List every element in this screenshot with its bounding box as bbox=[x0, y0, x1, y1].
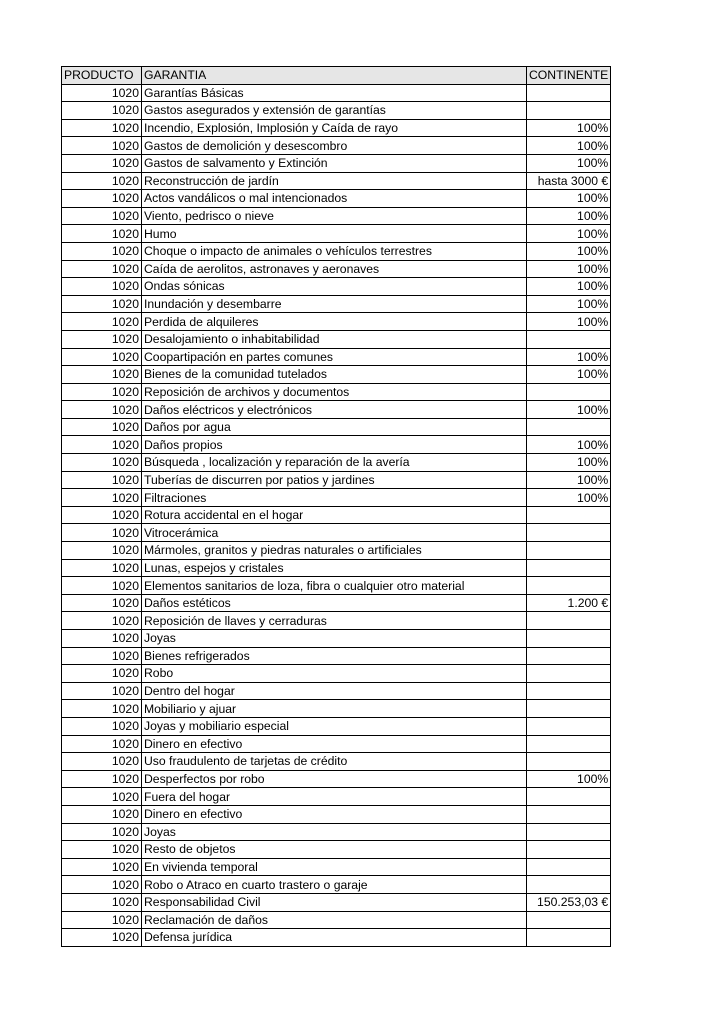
cell-continente bbox=[527, 735, 611, 753]
table-row bbox=[62, 630, 611, 648]
cell-garantia: Robo o Atraco en cuarto trastero o garaje bbox=[142, 876, 527, 894]
cell-producto: 1020 bbox=[62, 489, 142, 507]
cell-continente: 100% bbox=[527, 260, 611, 278]
cell-producto: 1020 bbox=[62, 260, 142, 278]
cell-producto: 1020 bbox=[62, 841, 142, 859]
table-row bbox=[62, 436, 611, 454]
cell-garantia: Daños por agua bbox=[142, 418, 527, 436]
cell-garantia: Actos vandálicos o mal intencionados bbox=[142, 190, 527, 208]
cell-garantia: Gastos de salvamento y Extinción bbox=[142, 154, 527, 172]
cell-continente: 100% bbox=[527, 489, 611, 507]
cell-continente bbox=[527, 929, 611, 947]
table-row bbox=[62, 717, 611, 735]
cell-producto: 1020 bbox=[62, 225, 142, 243]
cell-producto: 1020 bbox=[62, 137, 142, 155]
cell-garantia: Búsqueda , localización y reparación de la avería bbox=[142, 454, 527, 472]
table-row bbox=[62, 559, 611, 577]
cell-producto: 1020 bbox=[62, 119, 142, 137]
cell-garantia: Desalojamiento o inhabitabilidad bbox=[142, 330, 527, 348]
table-row bbox=[62, 190, 611, 208]
header-producto: PRODUCTO bbox=[62, 67, 142, 85]
table-row bbox=[62, 295, 611, 313]
cell-producto: 1020 bbox=[62, 401, 142, 419]
cell-producto: 1020 bbox=[62, 805, 142, 823]
table-row bbox=[62, 700, 611, 718]
cell-continente bbox=[527, 84, 611, 102]
cell-garantia: Reconstrucción de jardín bbox=[142, 172, 527, 190]
cell-garantia: En vivienda temporal bbox=[142, 858, 527, 876]
header-continente: CONTINENTE bbox=[527, 67, 611, 85]
table-row bbox=[62, 383, 611, 401]
cell-continente: 100% bbox=[527, 348, 611, 366]
cell-continente: 100% bbox=[527, 278, 611, 296]
guarantees-table bbox=[61, 66, 611, 947]
cell-garantia: Inundación y desembarre bbox=[142, 295, 527, 313]
cell-producto: 1020 bbox=[62, 630, 142, 648]
table-row bbox=[62, 823, 611, 841]
cell-continente: 100% bbox=[527, 770, 611, 788]
cell-producto: 1020 bbox=[62, 788, 142, 806]
cell-continente bbox=[527, 823, 611, 841]
table-row bbox=[62, 612, 611, 630]
cell-garantia: Humo bbox=[142, 225, 527, 243]
cell-continente: 100% bbox=[527, 207, 611, 225]
table-row bbox=[62, 911, 611, 929]
table-row bbox=[62, 524, 611, 542]
cell-garantia: Tuberías de discurren por patios y jardines bbox=[142, 471, 527, 489]
cell-continente: 100% bbox=[527, 313, 611, 331]
cell-continente bbox=[527, 876, 611, 894]
cell-garantia: Dentro del hogar bbox=[142, 682, 527, 700]
cell-producto: 1020 bbox=[62, 647, 142, 665]
cell-continente bbox=[527, 841, 611, 859]
cell-producto: 1020 bbox=[62, 242, 142, 260]
cell-garantia: Uso fraudulento de tarjetas de crédito bbox=[142, 753, 527, 771]
cell-producto: 1020 bbox=[62, 207, 142, 225]
cell-producto: 1020 bbox=[62, 313, 142, 331]
table-row bbox=[62, 172, 611, 190]
cell-producto: 1020 bbox=[62, 330, 142, 348]
table-body bbox=[62, 84, 611, 946]
cell-continente bbox=[527, 612, 611, 630]
cell-continente: 100% bbox=[527, 471, 611, 489]
cell-producto: 1020 bbox=[62, 893, 142, 911]
cell-producto: 1020 bbox=[62, 418, 142, 436]
cell-garantia: Filtraciones bbox=[142, 489, 527, 507]
cell-producto: 1020 bbox=[62, 383, 142, 401]
table-row bbox=[62, 119, 611, 137]
cell-garantia: Gastos de demolición y desescombro bbox=[142, 137, 527, 155]
table-row bbox=[62, 577, 611, 595]
cell-continente bbox=[527, 577, 611, 595]
cell-producto: 1020 bbox=[62, 911, 142, 929]
cell-continente: 100% bbox=[527, 366, 611, 384]
cell-producto: 1020 bbox=[62, 876, 142, 894]
cell-producto: 1020 bbox=[62, 682, 142, 700]
cell-continente bbox=[527, 506, 611, 524]
cell-producto: 1020 bbox=[62, 577, 142, 595]
cell-producto: 1020 bbox=[62, 559, 142, 577]
cell-continente bbox=[527, 102, 611, 120]
cell-continente: 100% bbox=[527, 119, 611, 137]
cell-garantia: Mármoles, granitos y piedras naturales o artificiales bbox=[142, 542, 527, 560]
cell-garantia: Resto de objetos bbox=[142, 841, 527, 859]
table-row bbox=[62, 137, 611, 155]
cell-garantia: Daños propios bbox=[142, 436, 527, 454]
cell-continente: hasta 3000 € bbox=[527, 172, 611, 190]
cell-continente bbox=[527, 418, 611, 436]
cell-continente bbox=[527, 717, 611, 735]
cell-garantia: Ondas sónicas bbox=[142, 278, 527, 296]
cell-garantia: Reposición de llaves y cerraduras bbox=[142, 612, 527, 630]
cell-continente bbox=[527, 805, 611, 823]
cell-garantia: Joyas y mobiliario especial bbox=[142, 717, 527, 735]
cell-continente: 1.200 € bbox=[527, 594, 611, 612]
table-row bbox=[62, 893, 611, 911]
cell-producto: 1020 bbox=[62, 823, 142, 841]
table-row bbox=[62, 489, 611, 507]
cell-continente bbox=[527, 542, 611, 560]
cell-continente bbox=[527, 682, 611, 700]
cell-producto: 1020 bbox=[62, 665, 142, 683]
cell-producto: 1020 bbox=[62, 858, 142, 876]
table-row bbox=[62, 647, 611, 665]
cell-garantia: Desperfectos por robo bbox=[142, 770, 527, 788]
cell-continente: 100% bbox=[527, 137, 611, 155]
cell-continente: 100% bbox=[527, 242, 611, 260]
cell-producto: 1020 bbox=[62, 102, 142, 120]
cell-garantia: Gastos asegurados y extensión de garantías bbox=[142, 102, 527, 120]
cell-continente: 100% bbox=[527, 295, 611, 313]
cell-garantia: Dinero en efectivo bbox=[142, 805, 527, 823]
cell-continente: 100% bbox=[527, 436, 611, 454]
cell-producto: 1020 bbox=[62, 524, 142, 542]
cell-continente bbox=[527, 647, 611, 665]
table-row bbox=[62, 876, 611, 894]
cell-producto: 1020 bbox=[62, 278, 142, 296]
cell-producto: 1020 bbox=[62, 612, 142, 630]
cell-continente bbox=[527, 753, 611, 771]
table-row bbox=[62, 242, 611, 260]
cell-producto: 1020 bbox=[62, 84, 142, 102]
cell-garantia: Fuera del hogar bbox=[142, 788, 527, 806]
table-row bbox=[62, 366, 611, 384]
table-row bbox=[62, 330, 611, 348]
table-row bbox=[62, 471, 611, 489]
cell-producto: 1020 bbox=[62, 594, 142, 612]
cell-producto: 1020 bbox=[62, 770, 142, 788]
cell-garantia: Dinero en efectivo bbox=[142, 735, 527, 753]
cell-producto: 1020 bbox=[62, 172, 142, 190]
table-row bbox=[62, 278, 611, 296]
table-row bbox=[62, 418, 611, 436]
cell-garantia: Bienes de la comunidad tutelados bbox=[142, 366, 527, 384]
cell-garantia: Joyas bbox=[142, 823, 527, 841]
cell-garantia: Responsabilidad Civil bbox=[142, 893, 527, 911]
cell-continente bbox=[527, 524, 611, 542]
cell-producto: 1020 bbox=[62, 154, 142, 172]
cell-continente: 100% bbox=[527, 190, 611, 208]
table-row bbox=[62, 770, 611, 788]
header-garantia: GARANTIA bbox=[142, 67, 527, 85]
cell-producto: 1020 bbox=[62, 436, 142, 454]
cell-garantia: Defensa jurídica bbox=[142, 929, 527, 947]
cell-producto: 1020 bbox=[62, 471, 142, 489]
cell-garantia: Incendio, Explosión, Implosión y Caída de rayo bbox=[142, 119, 527, 137]
table-row bbox=[62, 594, 611, 612]
table-row bbox=[62, 401, 611, 419]
cell-continente bbox=[527, 630, 611, 648]
cell-continente bbox=[527, 383, 611, 401]
cell-producto: 1020 bbox=[62, 735, 142, 753]
cell-garantia: Robo bbox=[142, 665, 527, 683]
cell-continente: 100% bbox=[527, 225, 611, 243]
cell-continente bbox=[527, 559, 611, 577]
cell-continente: 100% bbox=[527, 154, 611, 172]
cell-producto: 1020 bbox=[62, 717, 142, 735]
cell-garantia: Perdida de alquileres bbox=[142, 313, 527, 331]
cell-garantia: Choque o impacto de animales o vehículos terrestres bbox=[142, 242, 527, 260]
table-row bbox=[62, 260, 611, 278]
cell-garantia: Viento, pedrisco o nieve bbox=[142, 207, 527, 225]
cell-garantia: Mobiliario y ajuar bbox=[142, 700, 527, 718]
table-row bbox=[62, 841, 611, 859]
table-row bbox=[62, 805, 611, 823]
cell-continente bbox=[527, 788, 611, 806]
cell-continente: 100% bbox=[527, 401, 611, 419]
table-row bbox=[62, 665, 611, 683]
cell-producto: 1020 bbox=[62, 542, 142, 560]
cell-garantia: Garantías Básicas bbox=[142, 84, 527, 102]
table-row bbox=[62, 313, 611, 331]
cell-garantia: Lunas, espejos y cristales bbox=[142, 559, 527, 577]
cell-continente bbox=[527, 858, 611, 876]
cell-garantia: Rotura accidental en el hogar bbox=[142, 506, 527, 524]
cell-continente bbox=[527, 911, 611, 929]
table-row bbox=[62, 225, 611, 243]
cell-garantia: Coopartipación en partes comunes bbox=[142, 348, 527, 366]
table-row bbox=[62, 542, 611, 560]
table-row bbox=[62, 154, 611, 172]
table-row bbox=[62, 102, 611, 120]
cell-continente bbox=[527, 700, 611, 718]
table-row bbox=[62, 682, 611, 700]
cell-garantia: Joyas bbox=[142, 630, 527, 648]
cell-continente: 100% bbox=[527, 454, 611, 472]
cell-continente bbox=[527, 330, 611, 348]
cell-garantia: Vitrocerámica bbox=[142, 524, 527, 542]
cell-garantia: Caída de aerolitos, astronaves y aeronaves bbox=[142, 260, 527, 278]
cell-producto: 1020 bbox=[62, 753, 142, 771]
table-row bbox=[62, 84, 611, 102]
cell-producto: 1020 bbox=[62, 454, 142, 472]
cell-producto: 1020 bbox=[62, 190, 142, 208]
table-row bbox=[62, 929, 611, 947]
cell-garantia: Reclamación de daños bbox=[142, 911, 527, 929]
table-row bbox=[62, 788, 611, 806]
table-row bbox=[62, 348, 611, 366]
table-row bbox=[62, 753, 611, 771]
cell-garantia: Daños estéticos bbox=[142, 594, 527, 612]
table-row bbox=[62, 858, 611, 876]
cell-garantia: Reposición de archivos y documentos bbox=[142, 383, 527, 401]
cell-garantia: Elementos sanitarios de loza, fibra o cualquier otro material bbox=[142, 577, 527, 595]
cell-garantia: Bienes refrigerados bbox=[142, 647, 527, 665]
table-row bbox=[62, 506, 611, 524]
table-row bbox=[62, 735, 611, 753]
table-row bbox=[62, 454, 611, 472]
cell-producto: 1020 bbox=[62, 700, 142, 718]
cell-producto: 1020 bbox=[62, 366, 142, 384]
cell-producto: 1020 bbox=[62, 506, 142, 524]
cell-garantia: Daños eléctricos y electrónicos bbox=[142, 401, 527, 419]
cell-producto: 1020 bbox=[62, 929, 142, 947]
cell-producto: 1020 bbox=[62, 295, 142, 313]
cell-producto: 1020 bbox=[62, 348, 142, 366]
cell-continente: 150.253,03 € bbox=[527, 893, 611, 911]
header-row bbox=[62, 67, 611, 85]
table-row bbox=[62, 207, 611, 225]
cell-continente bbox=[527, 665, 611, 683]
